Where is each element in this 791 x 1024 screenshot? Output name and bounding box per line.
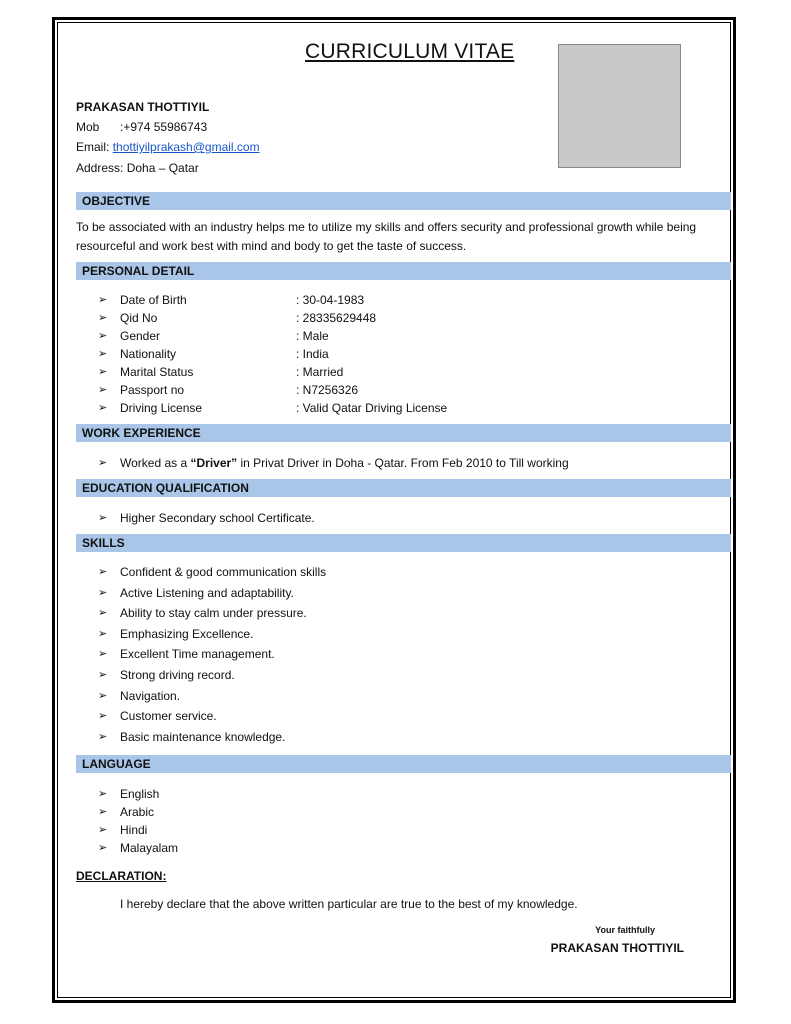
- personal-detail-item: [98, 363, 447, 381]
- education-list: [98, 509, 315, 527]
- arrow-bullet-icon: ➢: [98, 689, 108, 702]
- personal-detail-item: [98, 309, 447, 327]
- arrow-bullet-icon: ➢: [98, 312, 108, 324]
- closing-text: Your faithfully: [595, 925, 655, 935]
- section-work-experience: WORK EXPERIENCE: [76, 424, 731, 442]
- arrow-bullet-icon: ➢: [98, 457, 108, 469]
- arrow-bullet-icon: ➢: [98, 668, 108, 681]
- arrow-bullet-icon: ➢: [98, 627, 108, 640]
- detail-label: Marital Status: [120, 365, 194, 379]
- work-list: [98, 454, 569, 472]
- detail-value: : N7256326: [296, 383, 359, 397]
- section-objective: OBJECTIVE: [76, 192, 731, 210]
- section-skills: SKILLS: [76, 534, 731, 552]
- item-text: Malayalam: [120, 841, 179, 855]
- detail-value: : India: [296, 347, 329, 361]
- arrow-bullet-icon: ➢: [98, 806, 108, 818]
- address-line: Address: Doha – Qatar: [76, 161, 199, 175]
- detail-label: Gender: [120, 329, 161, 343]
- declaration-text: I hereby declare that the above written particular are true to the best of my knowledge.: [120, 897, 578, 911]
- arrow-bullet-icon: ➢: [98, 512, 108, 524]
- skill-item: [98, 727, 326, 748]
- skill-item: [98, 665, 326, 686]
- item-text: Excellent Time management.: [120, 647, 275, 662]
- item-text: Emphasizing Excellence.: [120, 626, 254, 641]
- language-item: [98, 785, 178, 803]
- arrow-bullet-icon: ➢: [98, 384, 108, 396]
- arrow-bullet-icon: ➢: [98, 788, 108, 800]
- mobile-label: Mob: [76, 120, 100, 134]
- section-language: LANGUAGE: [76, 755, 731, 773]
- detail-label: Date of Birth: [120, 293, 187, 307]
- education-item: [98, 509, 315, 527]
- email-label: Email:: [76, 140, 110, 154]
- arrow-bullet-icon: ➢: [98, 294, 108, 306]
- detail-value: : Valid Qatar Driving License: [296, 401, 448, 415]
- detail-label: Qid No: [120, 311, 158, 325]
- detail-value: : 30-04-1983: [296, 293, 365, 307]
- item-text: Strong driving record.: [120, 667, 235, 682]
- candidate-name: PRAKASAN THOTTIYIL: [76, 100, 210, 114]
- declaration-heading: DECLARATION:: [76, 869, 167, 883]
- section-education: EDUCATION QUALIFICATION: [76, 479, 731, 497]
- skill-item: [98, 603, 326, 624]
- item-text: Confident & good communication skills: [120, 565, 327, 579]
- arrow-bullet-icon: ➢: [98, 607, 108, 620]
- objective-text: To be associated with an industry helps me to utilize my skills and offers security and professional growth while being resourceful and work best with mind and body to get the taste of success.: [76, 220, 697, 253]
- language-item: [98, 803, 178, 821]
- skills-list: [98, 562, 326, 747]
- item-text: Ability to stay calm under pressure.: [120, 606, 307, 621]
- skill-item: [98, 686, 326, 707]
- arrow-bullet-icon: ➢: [98, 348, 108, 360]
- mobile-value: :+974 55986743: [120, 120, 208, 134]
- detail-value: : Male: [296, 329, 329, 343]
- personal-detail-item: [98, 327, 447, 345]
- signature-name: PRAKASAN THOTTIYIL: [550, 941, 684, 955]
- arrow-bullet-icon: ➢: [98, 842, 108, 854]
- item-text: Hindi: [120, 823, 148, 837]
- skill-item: [98, 583, 326, 604]
- arrow-bullet-icon: ➢: [98, 330, 108, 342]
- detail-value: : Married: [296, 365, 344, 379]
- detail-label: Passport no: [120, 383, 185, 397]
- item-text: Arabic: [120, 805, 155, 819]
- item-text: Active Listening and adaptability.: [120, 585, 294, 600]
- personal-detail-item: [98, 345, 447, 363]
- language-item: [98, 839, 178, 857]
- work-item: ➢ Worked as a “Driver” in Privat Driver in Doha - Qatar. From Feb 2010 to Till working: [98, 456, 569, 470]
- arrow-bullet-icon: ➢: [98, 586, 108, 599]
- personal-detail-item: [98, 399, 447, 417]
- section-personal-detail: PERSONAL DETAIL: [76, 262, 731, 280]
- personal-detail-item: [98, 291, 447, 309]
- arrow-bullet-icon: ➢: [98, 648, 108, 661]
- language-list: [98, 785, 178, 857]
- arrow-bullet-icon: ➢: [98, 402, 108, 414]
- email-line: [76, 137, 260, 157]
- item-text: Navigation.: [120, 688, 181, 703]
- personal-detail-item: [98, 381, 447, 399]
- arrow-bullet-icon: ➢: [98, 730, 108, 743]
- skill-item: [98, 644, 326, 665]
- detail-label: Driving License: [120, 401, 203, 415]
- mobile-line: [76, 117, 207, 137]
- profile-photo: [558, 44, 681, 168]
- document-title: CURRICULUM VITAE: [305, 40, 515, 63]
- item-text: English: [120, 787, 160, 801]
- item-text: Basic maintenance knowledge.: [120, 729, 286, 744]
- arrow-bullet-icon: ➢: [98, 566, 108, 578]
- arrow-bullet-icon: ➢: [98, 824, 108, 836]
- personal-detail-list: [98, 291, 447, 417]
- detail-label: Nationality: [120, 347, 177, 361]
- skill-item: [98, 706, 326, 727]
- arrow-bullet-icon: ➢: [98, 710, 108, 723]
- language-item: [98, 821, 178, 839]
- arrow-bullet-icon: ➢: [98, 366, 108, 378]
- item-text: Higher Secondary school Certificate.: [120, 511, 315, 525]
- item-text: Customer service.: [120, 709, 217, 724]
- email-link[interactable]: thottiyilprakash@gmail.com: [112, 140, 260, 154]
- skill-item: [98, 624, 326, 645]
- detail-value: : 28335629448: [296, 311, 377, 325]
- skill-item: [98, 562, 326, 583]
